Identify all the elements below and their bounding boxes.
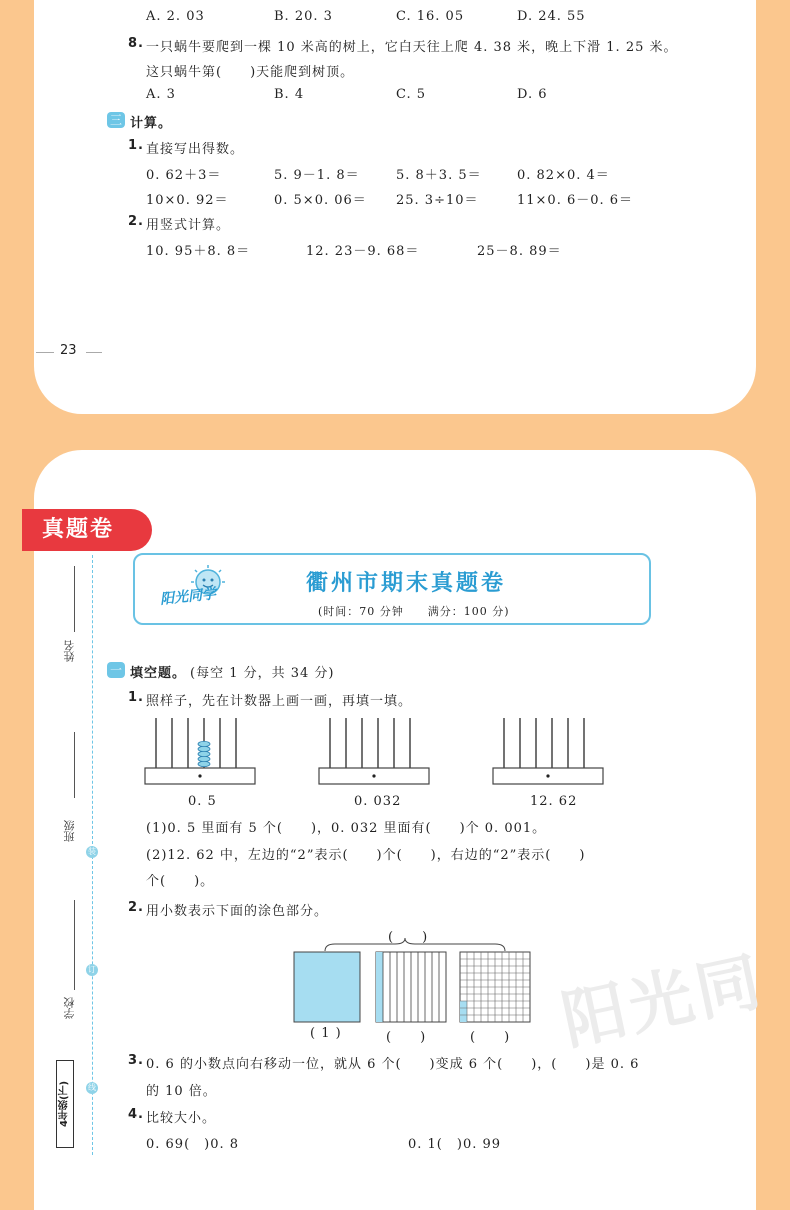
calc2-item: 10. 95＋8. 8＝ — [146, 244, 251, 259]
calc1-item: 5. 9－1. 8＝ — [274, 168, 360, 183]
q4-text: 比较大小。 — [146, 1111, 217, 1126]
q3-line2: 的 10 倍。 — [146, 1084, 217, 1099]
calc1-item: 10×0. 92＝ — [146, 193, 229, 208]
q4-number: 4. — [128, 1107, 144, 1122]
binding-dot-text: 装 — [88, 847, 96, 856]
hundredths-grid — [460, 952, 530, 1022]
abacus-label: 0. 032 — [354, 794, 402, 809]
section1-badge: 一 — [107, 662, 125, 678]
q2-number: 2. — [128, 900, 144, 915]
grade-label: 4年级(下) — [56, 1060, 74, 1148]
exam-tab: 真题卷 — [22, 509, 152, 551]
calc1-item: 0. 5×0. 06＝ — [274, 193, 367, 208]
section1-title: 填空题。 — [130, 666, 187, 681]
page-number-dash-right — [86, 352, 102, 353]
sun-logo-icon — [158, 564, 268, 618]
q1-sub2: (2)12. 62 中，左边的“2”表示( )个( )，右边的“2”表示( ) — [146, 848, 586, 863]
abacus-label: 12. 62 — [530, 794, 578, 809]
page-number: 23 — [60, 343, 77, 358]
q1-sub1: (1)0. 5 里面有 5 个( )，0. 032 里面有( )个 0. 001。 — [146, 821, 547, 836]
binding-dot-text: 订 — [88, 965, 96, 974]
abacus-1 — [144, 714, 256, 786]
tenths-grid — [376, 952, 446, 1022]
calc1-item: 5. 8＋3. 5＝ — [396, 168, 482, 183]
calc2-number: 2. — [128, 214, 144, 229]
q4-item: 0. 1( )0. 99 — [408, 1137, 502, 1152]
q2-figures — [290, 938, 536, 1028]
q3-number: 3. — [128, 1053, 144, 1068]
name-label: 姓名 — [63, 640, 76, 662]
calc1-item: 0. 82×0. 4＝ — [517, 168, 610, 183]
section3-badge: 三 — [107, 112, 125, 128]
q1-text: 照样子，先在计数器上画一画，再填一填。 — [146, 694, 413, 709]
q7-option-c: C. 16. 05 — [396, 9, 465, 24]
q4-item: 0. 69( )0. 8 — [146, 1137, 240, 1152]
abacus-label: 0. 5 — [188, 794, 217, 809]
name-fill-line — [74, 566, 75, 632]
q8-option-c: C. 5 — [396, 87, 427, 102]
q8-number: 8. — [128, 36, 144, 51]
q7-option-d: D. 24. 55 — [517, 9, 586, 24]
q7-option-a: A. 2. 03 — [146, 9, 205, 24]
calc1-number: 1. — [128, 138, 144, 153]
abacus-3 — [492, 714, 604, 786]
q8-option-b: B. 4 — [274, 87, 305, 102]
exam-subtitle: (时间：70 分钟 满分：100 分) — [318, 605, 510, 618]
class-fill-line — [74, 732, 75, 798]
logo-text: 阳光同学 — [159, 586, 217, 608]
binding-dot — [86, 1082, 98, 1094]
q8-option-d: D. 6 — [517, 87, 548, 102]
q1-sub2b: 个( )。 — [146, 874, 215, 889]
top-page-card — [34, 0, 756, 414]
section1-note: (每空 1 分，共 34 分) — [190, 666, 335, 681]
q2-label: ( 1 ) — [310, 1026, 342, 1041]
calc1-text: 直接写出得数。 — [146, 142, 245, 157]
q2-brace-label: ( ) — [388, 930, 429, 945]
q3-line1: 0. 6 的小数点向右移动一位，就从 6 个( )变成 6 个( )，( )是 0. 6 — [146, 1057, 640, 1072]
abacus-2 — [318, 714, 430, 786]
binding-dot — [86, 846, 98, 858]
calc2-item: 25－8. 89＝ — [477, 244, 562, 259]
exam-title: 衢州市期末真题卷 — [306, 571, 507, 596]
q2-label: ( ) — [470, 1030, 511, 1045]
binding-dot — [86, 964, 98, 976]
calc1-item: 25. 3÷10＝ — [396, 193, 479, 208]
section3-title: 计算。 — [130, 116, 173, 131]
q7-option-b: B. 20. 3 — [274, 9, 333, 24]
q8-line2: 这只蜗牛第( )天能爬到树顶。 — [146, 65, 355, 80]
watermark: 阳光同 — [555, 944, 771, 1060]
q8-line1: 一只蜗牛要爬到一棵 10 米高的树上，它白天往上爬 4. 38 米，晚上下滑 1. 25 米。 — [146, 40, 678, 55]
page-number-dash-left — [36, 352, 54, 353]
q8-option-a: A. 3 — [146, 87, 176, 102]
q1-number: 1. — [128, 690, 144, 705]
calc1-item: 11×0. 6－0. 6＝ — [517, 193, 634, 208]
class-label: 班级 — [63, 820, 76, 842]
q2-text: 用小数表示下面的涂色部分。 — [146, 904, 329, 919]
q2-label: ( ) — [386, 1030, 427, 1045]
binding-dot-text: 线 — [88, 1083, 96, 1092]
school-fill-line — [74, 900, 75, 990]
calc1-item: 0. 62＋3＝ — [146, 168, 222, 183]
calc2-item: 12. 23－9. 68＝ — [306, 244, 420, 259]
school-label: 学校 — [63, 997, 76, 1019]
calc2-text: 用竖式计算。 — [146, 218, 231, 233]
